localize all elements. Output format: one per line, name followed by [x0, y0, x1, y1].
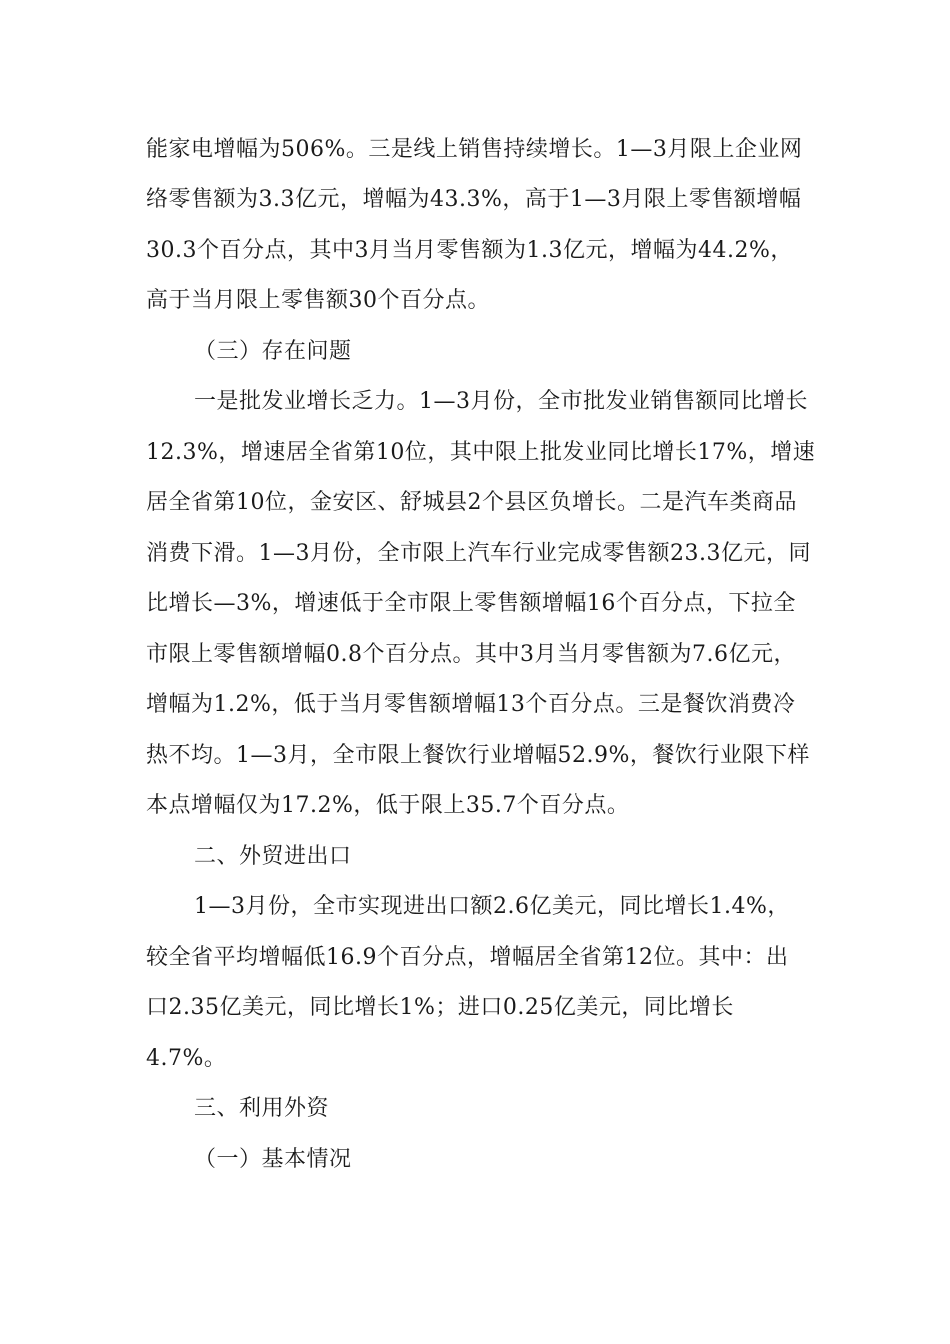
paragraph-line: 比增长—3%，增速低于全市限上零售额增幅16个百分点，下拉全 [146, 591, 796, 616]
paragraph-line: 高于当月限上零售额30个百分点。 [146, 288, 490, 313]
paragraph-line: 12.3%，增速居全省第10位，其中限上批发业同比增长17%，增速 [146, 440, 816, 465]
paragraph-line: 能家电增幅为506%。三是线上销售持续增长。1—3月限上企业网 [146, 137, 803, 162]
section-heading: 二、外贸进出口 [194, 844, 352, 869]
subsection-heading: （一）基本情况 [194, 1147, 352, 1172]
paragraph-line: 市限上零售额增幅0.8个百分点。其中3月当月零售额为7.6亿元， [146, 642, 796, 667]
paragraph-line: 增幅为1.2%，低于当月零售额增幅13个百分点。三是餐饮消费冷 [146, 692, 796, 717]
section-heading: （三）存在问题 [194, 339, 352, 364]
paragraph-line: 热不均。1—3月，全市限上餐饮行业增幅52.9%，餐饮行业限下样 [146, 743, 810, 768]
paragraph-line: 1—3月份，全市实现进出口额2.6亿美元，同比增长1.4%， [194, 894, 790, 919]
paragraph-line: 消费下滑。1—3月份，全市限上汽车行业完成零售额23.3亿元，同 [146, 541, 811, 566]
paragraph-line: 口2.35亿美元，同比增长1%；进口0.25亿美元，同比增长 [146, 995, 734, 1020]
paragraph-line: 较全省平均增幅低16.9个百分点，增幅居全省第12位。其中：出 [146, 945, 789, 970]
section-heading: 三、利用外资 [194, 1096, 330, 1121]
paragraph-line: 本点增幅仅为17.2%，低于限上35.7个百分点。 [146, 793, 630, 818]
paragraph-line: 居全省第10位，金安区、舒城县2个县区负增长。二是汽车类商品 [146, 490, 797, 515]
paragraph-line: 络零售额为3.3亿元，增幅为43.3%，高于1—3月限上零售额增幅 [146, 187, 802, 212]
paragraph-line: 30.3个百分点，其中3月当月零售额为1.3亿元，增幅为44.2%， [146, 238, 793, 263]
paragraph-line: 4.7%。 [146, 1046, 227, 1071]
paragraph-line: 一是批发业增长乏力。1—3月份，全市批发业销售额同比增长 [194, 389, 808, 414]
